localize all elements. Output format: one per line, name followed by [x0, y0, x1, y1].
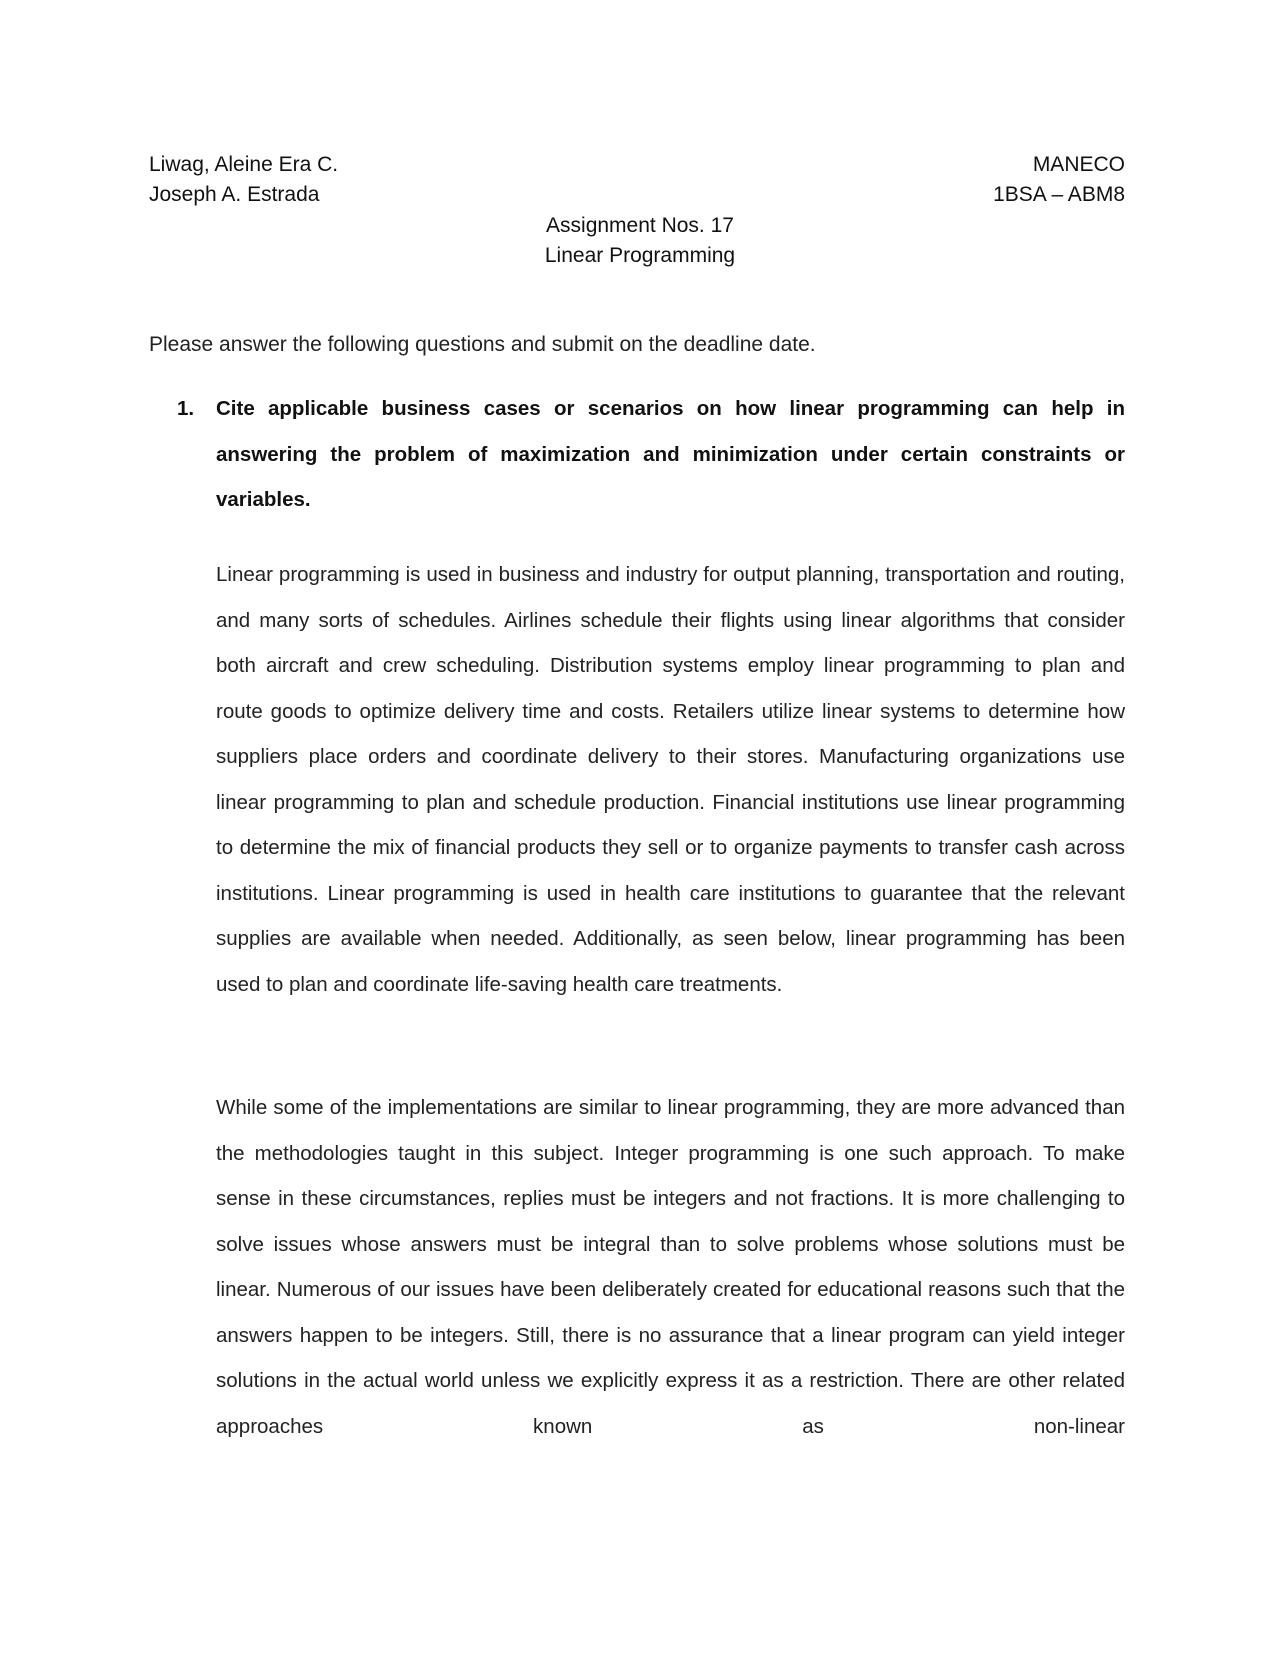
assignment-number: Assignment Nos. 17 [546, 214, 734, 237]
answer-paragraph-1 [216, 552, 1125, 1007]
header-right [993, 150, 1125, 210]
professor-name: Joseph A. Estrada [149, 183, 320, 206]
question-number: 1. [177, 397, 195, 420]
question-1 [149, 386, 1125, 523]
answer-paragraph-2-text: While some of the implementations are similar to linear programming, they are more advanced than the methodologies taught in this subject. Integer programming is one such approach. To make sense in these circumstances, replies must be integers and not fractions. It is more challenging to solve issues whose answers must be integral than to solve problems whose solutions must be linear. Numerous of our issues have been deliberately created for educational reasons such that the answers happen to be integers. Still, there is no assurance that a linear program can yield integer solutions in the actual world unless we explicitly express it as a restriction. There are other related approaches known as non-linear [216, 1096, 1125, 1438]
header-left [149, 150, 338, 210]
answer-paragraph-1-text: Linear programming is used in business and industry for output planning, transportation and routing, and many sorts of schedules. Airlines schedule their flights using linear algorithms that consider both aircraft and crew scheduling. Distribution systems employ linear programming to plan and route goods to optimize delivery time and costs. Retailers utilize linear systems to determine how suppliers place orders and coordinate delivery to their stores. Manufacturing organizations use linear programming to plan and schedule production. Financial institutions use linear programming to determine the mix of financial products they sell or to organize payments to transfer cash across institutions. Linear programming is used in health care institutions to guarantee that the relevant supplies are available when needed. Additionally, as seen below, linear programming has been used to plan and coordinate life-saving health care treatments. [216, 563, 1125, 996]
student-name: Liwag, Aleine Era C. [149, 153, 339, 176]
section-code: 1BSA – ABM8 [993, 183, 1125, 206]
question-text: Cite applicable business cases or scenarios on how linear programming can help in answering the problem of maximization and minimization under certain constraints or variables. [216, 397, 1125, 511]
instructions: Please answer the following questions and submit on the deadline date. [149, 333, 816, 356]
assignment-topic: Linear Programming [544, 244, 736, 267]
subject-code: MANECO [1032, 153, 1125, 176]
assignment-title [0, 211, 1280, 271]
answer-paragraph-2 [216, 1085, 1125, 1449]
